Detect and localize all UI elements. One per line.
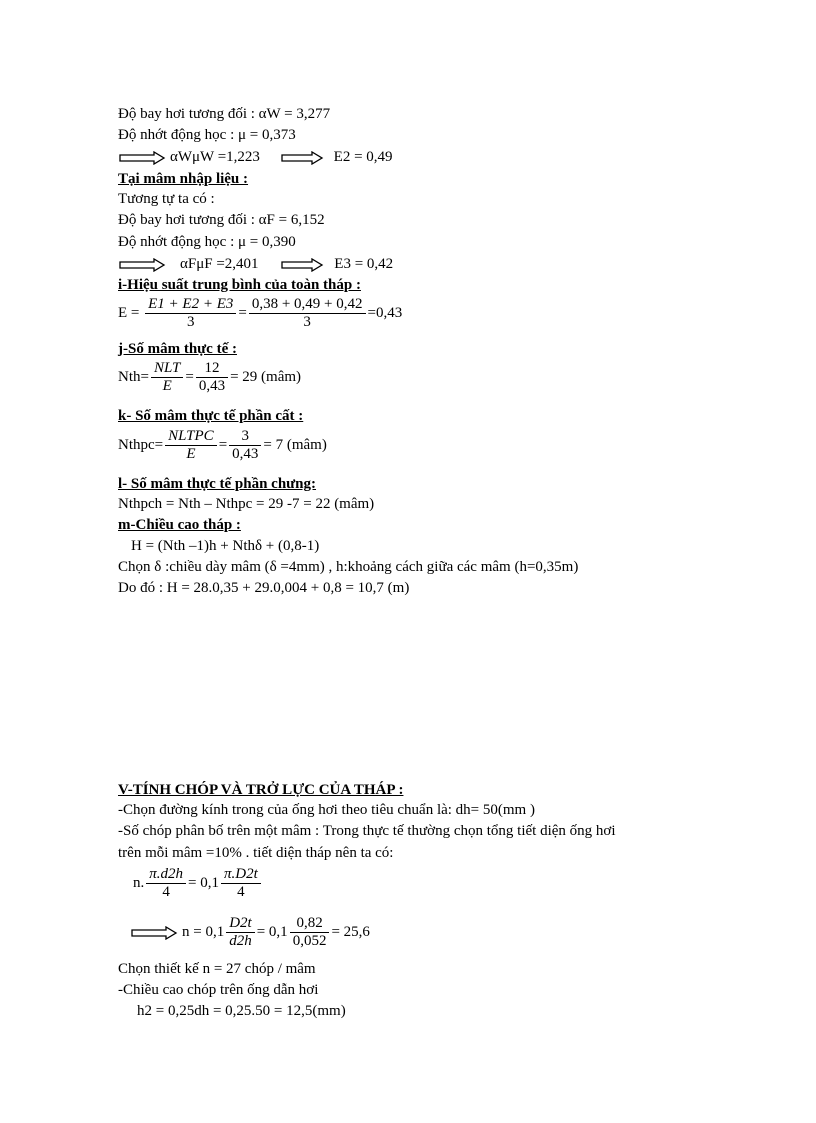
section-heading-tower-height: m-Chiều cao tháp :: [118, 517, 241, 533]
denominator: 0,052: [292, 933, 327, 949]
numerator: NLTPC: [165, 428, 217, 446]
equation-result: = 7 (mâm): [263, 436, 327, 453]
product-alpha-mu-f: αFμF =2,401: [180, 256, 259, 272]
actual-trays-equation: Nth= $\frac{\text{NLT}}{E}$ = $\frac{12}{0,43}$ = 29 (mâm): [118, 360, 302, 394]
fraction: [196, 360, 228, 395]
efficiency-e2-line: [118, 148, 393, 166]
equation-lhs: n.: [133, 874, 145, 891]
implies-arrow-icon: [130, 926, 178, 940]
section-heading-actual-trays: j-Số mâm thực tế :: [118, 341, 237, 357]
equation-middle: = 0,1: [256, 923, 288, 940]
fraction: [249, 296, 366, 331]
denominator: 3: [186, 314, 195, 330]
cap-count-equation: [130, 915, 370, 950]
efficiency-e3-line: [118, 255, 393, 273]
tower-height-result: Do đó : H = 28.0,35 + 29.0,004 + 0,8 = 10,7 (m): [118, 580, 410, 596]
kinematic-viscosity-f: Độ nhớt động học : μ = 0,390: [118, 234, 296, 250]
fraction: [165, 428, 217, 463]
tower-height-formula: H = (Nth –1)h + Nthδ + (0,8-1): [131, 538, 320, 554]
cap-height-equation: h2 = 0,25dh = 0,25.50 = 12,5(mm): [137, 1003, 346, 1019]
fraction: [145, 296, 236, 331]
fraction: [221, 866, 261, 901]
avg-efficiency-equation: E = $\frac{E1 + E2 + E3}{3}$ = $\frac{0,38 + 0,49 + 0,42}{3}$ =0,43: [118, 296, 403, 330]
section-heading-bubble-caps: V-TÍNH CHÓP VÀ TRỞ LỰC CỦA THÁP :: [118, 782, 404, 798]
numerator: NLT: [151, 360, 183, 378]
numerator: D2t: [226, 915, 255, 933]
equation-result: = 29 (mâm): [230, 368, 302, 385]
section-heading-stripping-trays: l- Số mâm thực tế phần chưng:: [118, 476, 317, 492]
denominator: E: [162, 378, 172, 394]
relative-volatility-w: Độ bay hơi tương đối : αW = 3,277: [118, 106, 331, 122]
equation-result: = 25,6: [331, 923, 370, 940]
fraction: [146, 866, 186, 901]
design-cap-count: Chọn thiết kế n = 27 chóp / mâm: [118, 961, 316, 977]
denominator: 0,43: [232, 446, 259, 462]
denominator: 0,43: [198, 378, 226, 394]
section-heading-feed-tray: Tại mâm nhập liệu :: [118, 171, 249, 187]
cap-area-equation: [133, 866, 263, 901]
equation-lhs: Nth=: [118, 368, 149, 385]
section-heading-rectifying-trays: k- Số mâm thực tế phần cất :: [118, 408, 304, 424]
numerator: 3: [229, 428, 261, 446]
similar-text: Tương tự ta có :: [118, 191, 215, 207]
equation-lhs: n = 0,1: [182, 923, 225, 940]
implies-arrow-icon: [118, 258, 166, 272]
denominator: 4: [162, 884, 170, 900]
cap-height-text: -Chiều cao chóp trên ống dẫn hơi: [118, 982, 319, 998]
rectifying-trays-equation: Nthpc= $\frac{\text{NLTPC}}{E}$ = $\frac{3}{0,43}$ = 7 (mâm): [118, 428, 327, 462]
numerator: π.d2h: [146, 866, 186, 884]
relative-volatility-f: Độ bay hơi tương đối : αF = 6,152: [118, 212, 325, 228]
numerator: π.D2t: [221, 866, 261, 884]
stripping-trays-equation: Nthpch = Nth – Nthpc = 29 -7 = 22 (mâm): [118, 496, 375, 512]
cap-distribution-text-cont: trên mỗi mâm =10% . tiết diện tháp nên ta có:: [118, 845, 394, 861]
vapor-pipe-diameter-text: -Chọn đường kính trong của ống hơi theo tiêu chuẩn là: dh= 50(mm ): [118, 802, 535, 818]
implies-arrow-icon: [280, 151, 324, 165]
fraction: [290, 915, 330, 950]
numerator: 0,82: [290, 915, 330, 933]
numerator: E1 + E2 + E3: [145, 296, 236, 314]
section-heading-avg-efficiency: i-Hiệu suất trung bình của toàn tháp :: [118, 277, 361, 293]
kinematic-viscosity-w: Độ nhớt động học : μ = 0,373: [118, 127, 296, 143]
denominator: E: [186, 446, 196, 462]
implies-arrow-icon: [280, 258, 324, 272]
numerator: 0,38 + 0,49 + 0,42: [249, 296, 366, 314]
fraction: [229, 428, 261, 463]
denominator: 4: [237, 884, 245, 900]
cap-distribution-text: -Số chóp phân bố trên một mâm : Trong thực tế thường chọn tổng tiết diện ống hơi: [118, 823, 616, 839]
fraction: [151, 360, 183, 395]
implies-arrow-icon: [118, 151, 166, 165]
denominator: d2h: [229, 933, 252, 949]
fraction: [226, 915, 255, 950]
choose-thickness-text: Chọn δ :chiều dày mâm (δ =4mm) , h:khoảng cách giữa các mâm (h=0,35m): [118, 559, 579, 575]
equation-result: =0,43: [367, 304, 403, 321]
efficiency-e2: E2 = 0,49: [333, 149, 393, 165]
equation-lhs: E =: [118, 304, 140, 321]
product-alpha-mu-w: αWμW =1,223: [170, 149, 260, 165]
denominator: 3: [303, 314, 311, 330]
efficiency-e3: E3 = 0,42: [334, 256, 394, 272]
equation-lhs: Nthpc=: [118, 436, 164, 453]
equation-middle: = 0,1: [188, 874, 219, 891]
numerator: 12: [196, 360, 228, 378]
